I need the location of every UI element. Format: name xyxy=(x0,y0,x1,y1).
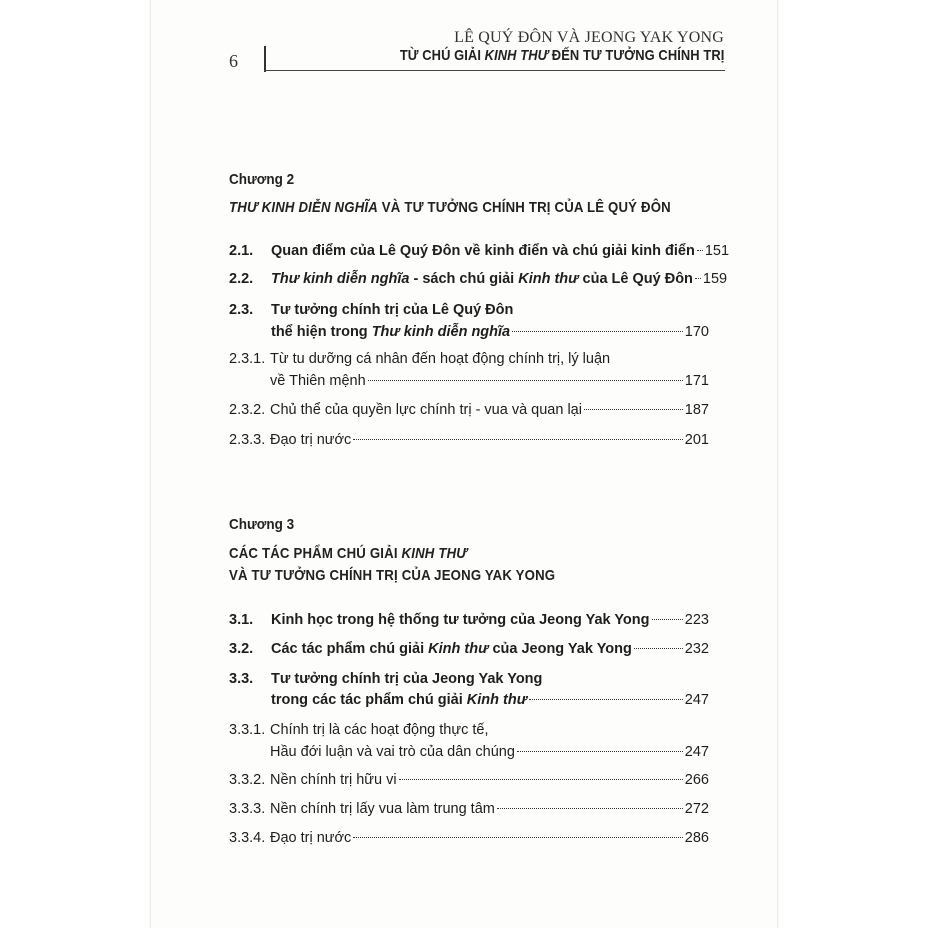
entry-title-cont: về Thiên mệnh xyxy=(270,373,366,389)
entry-page: 201 xyxy=(684,432,709,448)
entry-number: 3.3.1. xyxy=(229,722,266,738)
entry-number: 2.3.1. xyxy=(229,351,266,367)
entry-title: Đạo trị nước xyxy=(270,432,352,448)
entry-title: Chủ thể của quyền lực chính trị - vua và quan lại xyxy=(270,402,582,418)
page-edge xyxy=(150,0,151,928)
entry-page: 232 xyxy=(684,641,709,657)
toc-entry[interactable] xyxy=(229,719,709,763)
chapter-label: Chương 3 xyxy=(229,516,295,533)
entry-page: 247 xyxy=(684,692,709,708)
entry-title-cont: Hầu đới luận và vai trò của dân chúng xyxy=(270,744,515,760)
book-title-line1: LÊ QUÝ ĐÔN VÀ JEONG YAK YONG xyxy=(454,29,724,46)
entry-title: Quan điểm của Lê Quý Đôn về kinh điển và chú giải kinh điển xyxy=(271,243,695,259)
entry-page: 223 xyxy=(684,612,709,628)
entry-title: Kinh học trong hệ thống tư tưởng của Jeong Yak Yong xyxy=(271,612,650,628)
toc-entry[interactable] xyxy=(229,399,709,421)
entry-number: 3.1. xyxy=(229,612,254,628)
entry-title: Từ tu dưỡng cá nhân đến hoạt động chính trị, lý luận xyxy=(270,351,611,367)
entry-page: 247 xyxy=(684,744,709,760)
toc-entry[interactable] xyxy=(229,429,709,451)
entry-page: 171 xyxy=(684,373,709,389)
entry-number: 2.3.3. xyxy=(229,432,266,448)
entry-title: Thư kinh diễn nghĩa - sách chú giải Kinh thư của Lê Quý Đôn xyxy=(271,271,693,287)
entry-title-cont: thể hiện trong Thư kinh diễn nghĩa xyxy=(271,324,511,340)
entry-number: 3.3. xyxy=(229,671,254,687)
entry-title: Nền chính trị hữu vi xyxy=(270,772,397,788)
header-horizontal-rule xyxy=(264,70,725,71)
entry-number: 2.3.2. xyxy=(229,402,266,418)
entry-page: 187 xyxy=(684,402,709,418)
toc-entry[interactable] xyxy=(229,668,709,712)
entry-title: Các tác phẩm chú giải Kinh thư của Jeong Yak Yong xyxy=(271,641,632,657)
entry-number: 3.3.4. xyxy=(229,830,266,846)
entry-title: Tư tưởng chính trị của Lê Quý Đôn xyxy=(271,302,514,318)
entry-page: 266 xyxy=(684,772,709,788)
running-header xyxy=(0,0,928,80)
toc-entry[interactable] xyxy=(229,299,709,343)
toc-entry[interactable] xyxy=(229,827,709,849)
page-number: 6 xyxy=(229,51,238,71)
entry-page: 286 xyxy=(684,830,709,846)
chapter-title: CÁC TÁC PHẨM CHÚ GIẢI KINH THƯ xyxy=(229,545,468,562)
book-title-line2: TỪ CHÚ GIẢI KINH THƯ ĐẾN TƯ TƯỞNG CHÍNH TRỊ xyxy=(399,47,724,64)
entry-number: 3.2. xyxy=(229,641,254,657)
toc-entry[interactable] xyxy=(229,348,709,392)
page-edge xyxy=(777,0,778,928)
entry-number: 2.3. xyxy=(229,302,254,318)
toc-entry[interactable] xyxy=(229,268,728,290)
toc-entry[interactable] xyxy=(229,798,709,820)
entry-number: 2.2. xyxy=(229,271,254,287)
entry-number: 2.1. xyxy=(229,243,254,259)
toc-entry[interactable] xyxy=(229,638,709,660)
entry-page: 151 xyxy=(704,243,730,259)
chapter-title-cont: VÀ TƯ TƯỞNG CHÍNH TRỊ CỦA JEONG YAK YONG xyxy=(229,567,556,584)
toc-entry[interactable] xyxy=(229,240,730,262)
entry-title: Chính trị là các hoạt động thực tế, xyxy=(270,722,489,738)
entry-page: 159 xyxy=(702,271,728,287)
toc-entry[interactable] xyxy=(229,609,709,631)
entry-number: 3.3.3. xyxy=(229,801,266,817)
entry-title-cont: trong các tác phẩm chú giải Kinh thư xyxy=(271,692,528,708)
entry-title: Tư tưởng chính trị của Jeong Yak Yong xyxy=(271,671,543,687)
header-vertical-rule xyxy=(264,46,266,72)
entry-title: Nền chính trị lấy vua làm trung tâm xyxy=(270,801,495,817)
chapter-title: THƯ KINH DIỄN NGHĨA VÀ TƯ TƯỞNG CHÍNH TRỊ CỦA LÊ QUÝ ĐÔN xyxy=(229,199,671,216)
entry-number: 3.3.2. xyxy=(229,772,266,788)
entry-title: Đạo trị nước xyxy=(270,830,352,846)
entry-page: 272 xyxy=(684,801,709,817)
chapter-label: Chương 2 xyxy=(229,171,295,188)
entry-page: 170 xyxy=(684,324,709,340)
toc-entry[interactable] xyxy=(229,769,709,791)
